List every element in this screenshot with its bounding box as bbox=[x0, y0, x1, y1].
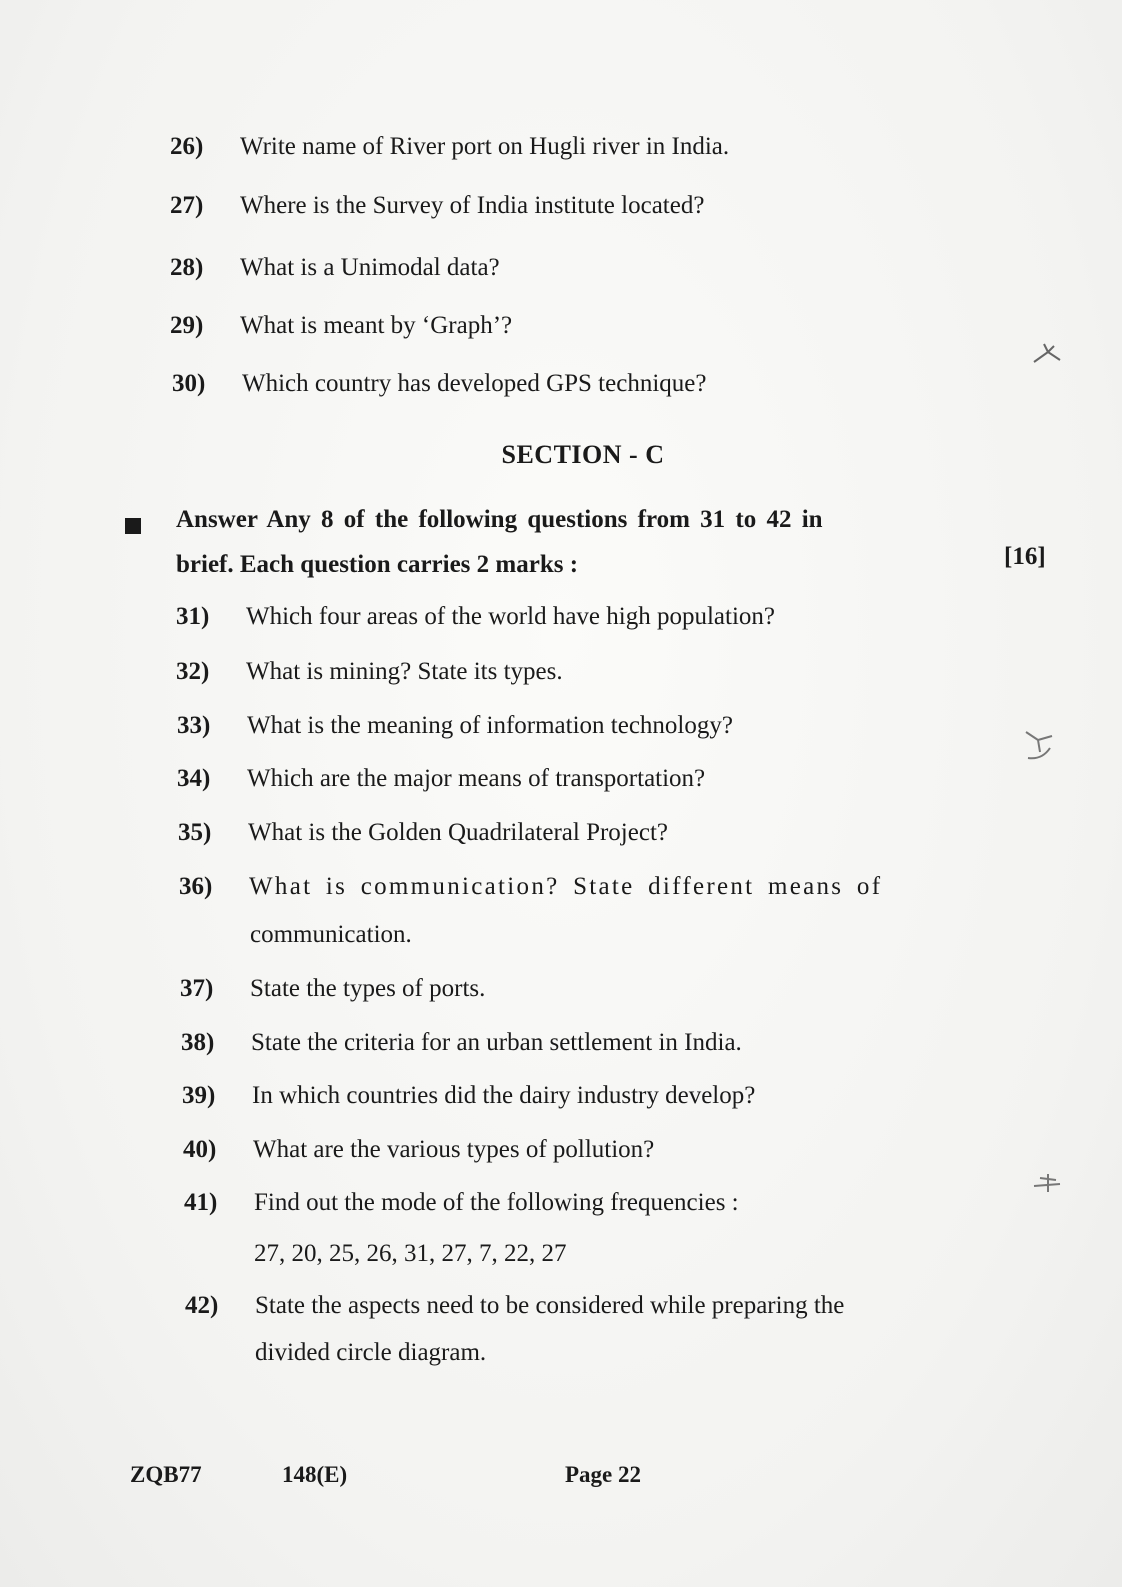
question-text: Write name of River port on Hugli river in India. bbox=[240, 133, 730, 160]
question-number: 30) bbox=[172, 370, 206, 397]
question-number: 32) bbox=[176, 658, 210, 685]
question-30 bbox=[172, 369, 706, 399]
question-text: What is the meaning of information technology? bbox=[247, 712, 733, 739]
section-instruction-line1: Answer Any 8 of the following questions from 31 to 42 in bbox=[176, 506, 823, 533]
question-number: 39) bbox=[182, 1082, 216, 1109]
question-41 bbox=[184, 1188, 739, 1218]
question-text: Where is the Survey of India institute located? bbox=[240, 192, 705, 219]
question-27 bbox=[170, 191, 704, 221]
section-instruction-line2: brief. Each question carries 2 marks : bbox=[176, 551, 579, 578]
question-37 bbox=[180, 974, 485, 1004]
question-number: 35) bbox=[178, 819, 212, 846]
scan-mark-icon bbox=[1030, 1168, 1066, 1196]
question-36-continuation: communication. bbox=[250, 921, 412, 948]
question-text: What is communication? State different means of bbox=[249, 873, 883, 900]
question-number: 29) bbox=[170, 312, 204, 339]
question-32 bbox=[176, 657, 563, 687]
question-text: State the aspects need to be considered while preparing the bbox=[255, 1292, 845, 1319]
question-number: 36) bbox=[179, 873, 213, 900]
question-35 bbox=[178, 818, 668, 848]
question-number: 41) bbox=[184, 1189, 218, 1216]
question-text: What is meant by ‘Graph’? bbox=[240, 312, 513, 339]
question-text: What is a Unimodal data? bbox=[240, 254, 500, 281]
question-34 bbox=[177, 764, 705, 794]
scan-mark-icon bbox=[1030, 340, 1064, 370]
question-number: 26) bbox=[170, 133, 204, 160]
question-28 bbox=[170, 253, 500, 283]
scan-mark-icon bbox=[1018, 718, 1058, 764]
section-marks: [16] bbox=[1004, 543, 1046, 570]
question-38 bbox=[181, 1028, 742, 1058]
question-number: 27) bbox=[170, 192, 204, 219]
question-text: Find out the mode of the following frequencies : bbox=[254, 1189, 739, 1216]
question-number: 31) bbox=[176, 603, 210, 630]
question-text: State the types of ports. bbox=[250, 975, 486, 1002]
question-26 bbox=[170, 132, 729, 162]
question-36 bbox=[179, 872, 882, 902]
question-40 bbox=[183, 1135, 654, 1165]
question-number: 28) bbox=[170, 254, 204, 281]
question-number: 34) bbox=[177, 765, 211, 792]
bullet-square-icon bbox=[125, 518, 141, 534]
question-29 bbox=[170, 311, 512, 341]
footer-page-number: Page 22 bbox=[565, 1462, 642, 1487]
footer-code: ZQB77 bbox=[130, 1462, 202, 1487]
question-text: Which are the major means of transportation? bbox=[247, 765, 706, 792]
section-title: SECTION - C bbox=[501, 440, 665, 469]
question-number: 37) bbox=[180, 975, 214, 1002]
footer-paper: 148(E) bbox=[282, 1462, 348, 1487]
question-text: State the criteria for an urban settlement in India. bbox=[251, 1029, 742, 1056]
question-text: Which four areas of the world have high population? bbox=[246, 603, 775, 630]
question-39 bbox=[182, 1081, 755, 1111]
question-41-frequencies: 27, 20, 25, 26, 31, 27, 7, 22, 27 bbox=[254, 1240, 567, 1267]
question-42-continuation: divided circle diagram. bbox=[255, 1339, 487, 1366]
question-text: What are the various types of pollution? bbox=[253, 1136, 655, 1163]
question-number: 33) bbox=[177, 712, 211, 739]
question-number: 38) bbox=[181, 1029, 215, 1056]
question-text: In which countries did the dairy industry develop? bbox=[252, 1082, 756, 1109]
question-text: Which country has developed GPS technique? bbox=[242, 370, 707, 397]
question-text: What is mining? State its types. bbox=[246, 658, 563, 685]
question-42 bbox=[185, 1291, 844, 1321]
question-number: 42) bbox=[185, 1292, 219, 1319]
question-number: 40) bbox=[183, 1136, 217, 1163]
question-31 bbox=[176, 602, 775, 632]
question-text: What is the Golden Quadrilateral Project? bbox=[248, 819, 668, 846]
question-33 bbox=[177, 711, 733, 741]
